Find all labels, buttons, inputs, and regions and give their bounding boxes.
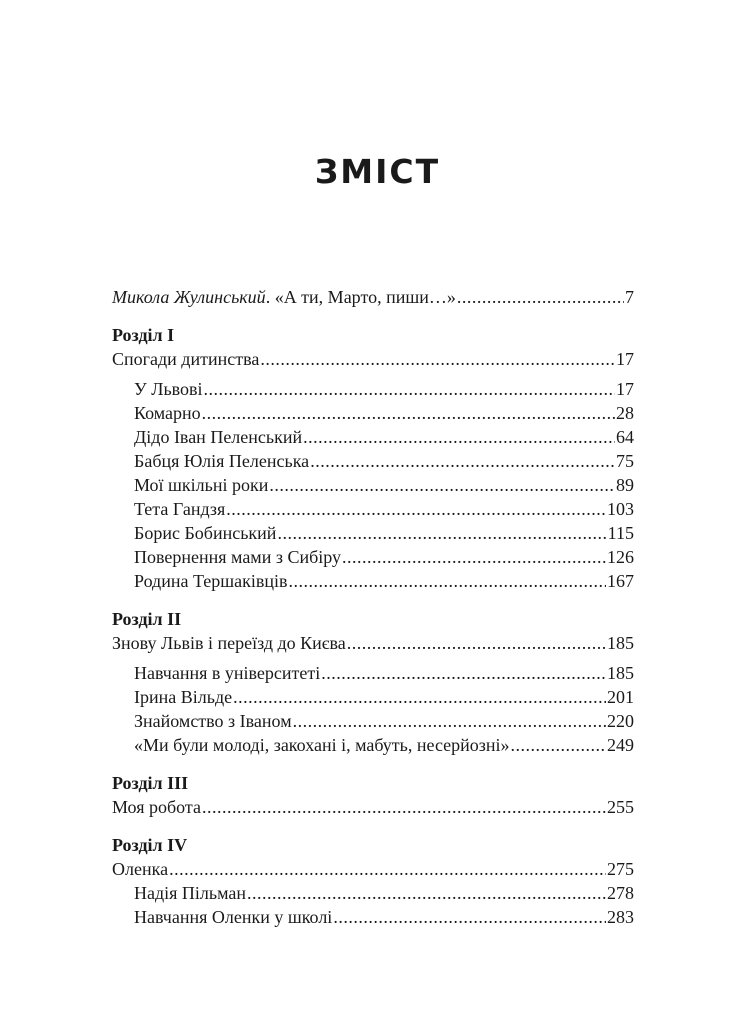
- dot-leader: [204, 377, 615, 401]
- toc-entry-title: Надія Пільман: [134, 883, 247, 903]
- toc-entry-title: Ірина Вільде: [134, 687, 233, 707]
- toc-entry-main: [112, 795, 634, 819]
- toc-entry: [112, 545, 634, 569]
- toc-entry-page: 185: [607, 663, 634, 683]
- dot-leader: [342, 545, 606, 569]
- page-title: ЗМІСТ: [314, 152, 441, 191]
- toc-entry-page: 126: [607, 547, 634, 567]
- toc-entry: [112, 425, 634, 449]
- dot-leader: [202, 401, 615, 425]
- dot-leader: [333, 905, 606, 929]
- toc-entry: [112, 733, 634, 757]
- toc-entry-page: 28: [616, 403, 634, 423]
- toc-entry-page: 255: [607, 797, 634, 817]
- toc-entry-page: 7: [625, 287, 634, 307]
- dot-leader: [277, 521, 606, 545]
- section-heading: Розділ ІІ: [112, 609, 182, 629]
- toc-entry: [112, 473, 634, 497]
- dot-leader: [288, 569, 606, 593]
- section-heading: Розділ ІІІ: [112, 773, 189, 793]
- toc-entry: [112, 521, 634, 545]
- toc-entry-page: 185: [607, 633, 634, 653]
- dot-leader: [310, 449, 615, 473]
- toc-entry-author: Микола Жулинський: [112, 287, 266, 307]
- dot-leader: [321, 661, 606, 685]
- toc-entry-title: Дідо Іван Пеленський: [134, 427, 303, 447]
- toc-entry-page: 278: [607, 883, 634, 903]
- dot-leader: [269, 473, 615, 497]
- toc-entry-page: 115: [607, 523, 634, 543]
- toc-entry: [112, 377, 634, 401]
- toc-section: [112, 607, 634, 757]
- toc-entry-page: 201: [607, 687, 634, 707]
- section-heading: Розділ І: [112, 325, 175, 345]
- toc-entry-title: Навчання Оленки у школі: [134, 907, 333, 927]
- toc-entry-title: Повернення мами з Сибіру: [134, 547, 341, 567]
- toc-entry: [112, 905, 634, 929]
- toc-section: [112, 323, 634, 593]
- toc-entry-title: Родина Тершаківців: [134, 571, 288, 591]
- toc-entry-title: Знайомство з Іваном: [134, 711, 292, 731]
- toc-entry: [112, 401, 634, 425]
- toc-section: [112, 833, 634, 929]
- toc-entry-title: [112, 285, 456, 309]
- toc-entry: [112, 569, 634, 593]
- toc-entry-page: 75: [616, 451, 634, 471]
- toc-entry: [112, 709, 634, 733]
- toc-entry: [112, 685, 634, 709]
- toc-entry-title: Тета Гандзя: [134, 499, 226, 519]
- dot-leader: [347, 631, 606, 655]
- toc-entry-title: Мої шкільні роки: [134, 475, 269, 495]
- dot-leader: [293, 709, 606, 733]
- toc-entry-page: 17: [616, 349, 634, 369]
- toc-entry-page: 249: [607, 735, 634, 755]
- toc-entry-main: [112, 347, 634, 371]
- toc-entry-title: Навчання в університеті: [134, 663, 321, 683]
- toc-entry: [112, 497, 634, 521]
- toc-entry-title: Моя робота: [112, 797, 201, 817]
- toc-entry-title: Комарно: [134, 403, 201, 423]
- toc-entry-title: Спогади дитинства: [112, 349, 260, 369]
- toc-entry-page: 89: [616, 475, 634, 495]
- toc-entry-page: 17: [616, 379, 634, 399]
- toc-entry-page: 275: [607, 859, 634, 879]
- toc-entry-title: Оленка: [112, 859, 169, 879]
- table-of-contents: [112, 285, 634, 929]
- dot-leader: [226, 497, 606, 521]
- toc-entry-page: 64: [616, 427, 634, 447]
- dot-leader: [260, 347, 615, 371]
- dot-leader: [303, 425, 615, 449]
- toc-entry-page: 103: [607, 499, 634, 519]
- toc-entry-main: [112, 631, 634, 655]
- dot-leader: [247, 881, 606, 905]
- dot-leader: [457, 285, 624, 309]
- toc-entry-title: Знову Львів і переїзд до Києва: [112, 633, 346, 653]
- toc-entry: [112, 661, 634, 685]
- toc-entry-page: 220: [607, 711, 634, 731]
- toc-entry-page: 283: [607, 907, 634, 927]
- toc-entry-title: Бабця Юлія Пеленська: [134, 451, 310, 471]
- toc-entry: [112, 449, 634, 473]
- section-heading: Розділ IV: [112, 835, 188, 855]
- toc-entry-page: 167: [607, 571, 634, 591]
- toc-entry: [112, 881, 634, 905]
- toc-entry-title: Борис Бобинський: [134, 523, 277, 543]
- toc-entry-title: «Ми були молоді, закохані і, мабуть, несерйозні»: [134, 735, 510, 755]
- toc-entry-main: [112, 857, 634, 881]
- dot-leader: [202, 795, 606, 819]
- dot-leader: [511, 733, 606, 757]
- toc-section: [112, 771, 634, 819]
- dot-leader: [233, 685, 606, 709]
- toc-entry-intro: [112, 285, 634, 309]
- dot-leader: [169, 857, 606, 881]
- toc-entry-title: У Львові: [134, 379, 203, 399]
- toc-entry-title-text: . «А ти, Марто, пиши…»: [265, 287, 456, 307]
